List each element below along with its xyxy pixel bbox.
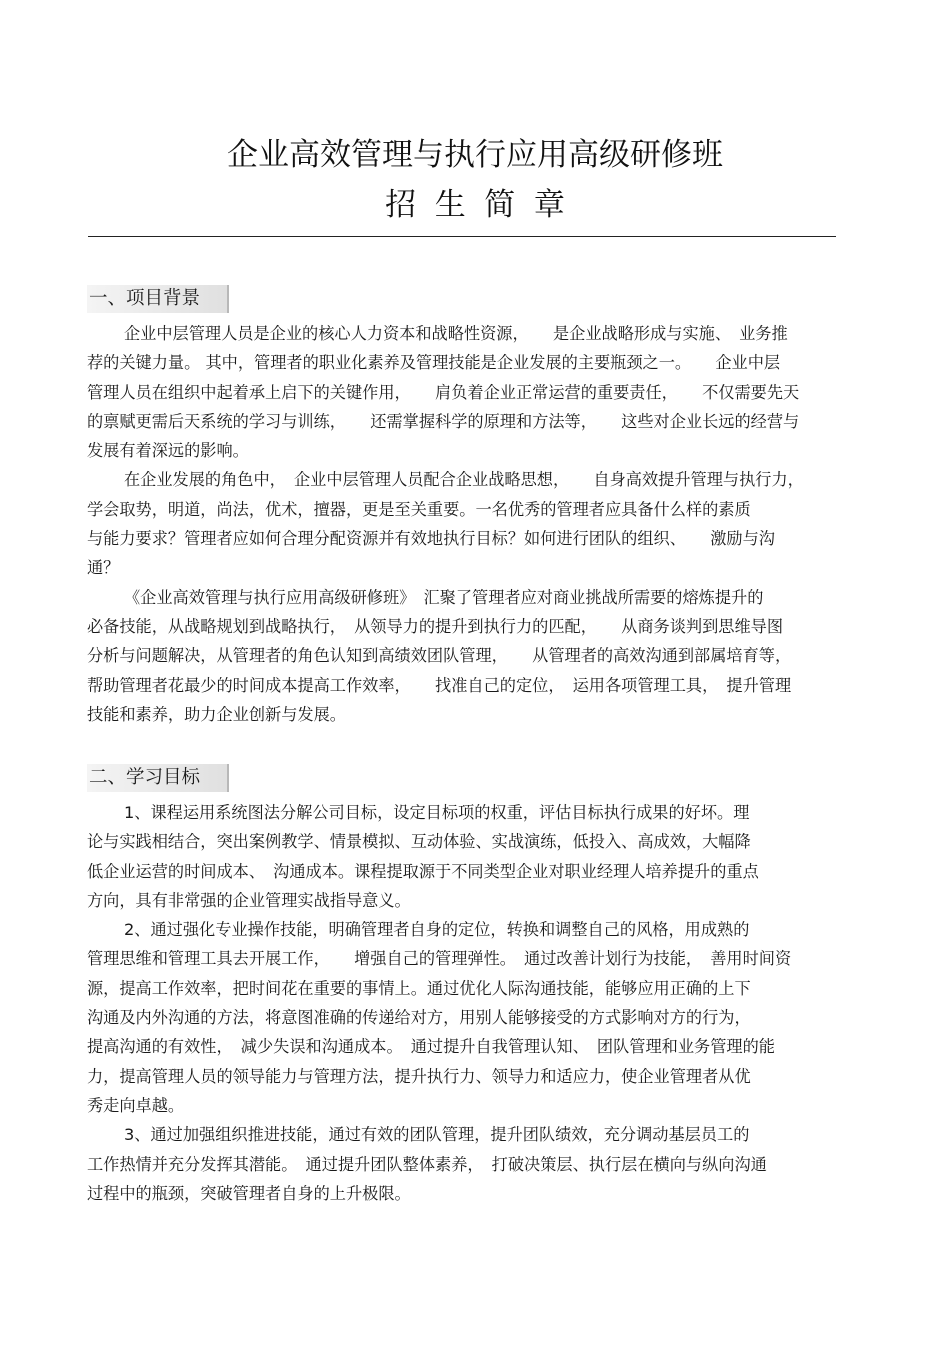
paragraph-line: 《企业高效管理与执行应用高级研修班》 汇聚了管理者应对商业挑战所需要的熔炼提升的: [124, 587, 764, 607]
paragraph-line: 发展有着深远的影响。: [87, 441, 249, 461]
document-title: 企业高效管理与执行应用高级研修班: [227, 137, 723, 173]
paragraph-line: 提高沟通的有效性， 减少失误和沟通成本。 通过提升自我管理认知、 团队管理和业务管理的能: [87, 1037, 775, 1057]
section-heading-goals: 二、学习目标: [87, 764, 229, 792]
paragraph-line: 管理人员在组织中起着承上启下的关键作用， 肩负着企业正常运营的重要责任， 不仅需要先天: [87, 382, 800, 402]
paragraph-line: 沟通及内外沟通的方法，将意图准确的传递给对方，用别人能够接受的方式影响对方的行为，: [87, 1008, 751, 1028]
paragraph-line: 工作热情并充分发挥其潜能。 通过提升团队整体素养， 打破决策层、执行层在横向与纵向沟通: [87, 1154, 767, 1174]
paragraph-line: 在企业发展的角色中， 企业中层管理人员配合企业战略思想， 自身高效提升管理与执行力，: [124, 470, 804, 490]
section-body-goals: [87, 798, 867, 1208]
paragraph-line: 分析与问题解决，从管理者的角色认知到高绩效团队管理， 从管理者的高效沟通到部属培育等，: [87, 646, 792, 666]
paragraph-line: 企业中层管理人员是企业的核心人力资本和战略性资源， 是企业战略形成与实施、 业务推: [124, 324, 788, 343]
paragraph-line: 1、课程运用系统图法分解公司目标，设定目标项的权重，评估目标执行成果的好坏。理: [124, 803, 750, 822]
paragraph-line: 2、通过强化专业操作技能，明确管理者自身的定位，转换和调整自己的风格，用成熟的: [124, 920, 750, 940]
paragraph-line: 必备技能，从战略规划到战略执行， 从领导力的提升到执行力的匹配， 从商务谈判到思维导图: [87, 616, 784, 636]
paragraph-line: 帮助管理者花最少的时间成本提高工作效率， 找准自己的定位， 运用各项管理工具， 提升管理: [87, 675, 792, 695]
paragraph-line: 荐的关键力量。 其中，管理者的职业化素养及管理技能是企业发展的主要瓶颈之一。 企业中层: [87, 353, 781, 373]
paragraph-line: 力，提高管理人员的领导能力与管理方法，提升执行力、领导力和适应力，使企业管理者从优: [87, 1066, 751, 1086]
section-body-background: [87, 319, 867, 729]
paragraph-line: 源，提高工作效率，把时间花在重要的事情上。通过优化人际沟通技能，能够应用正确的上下: [87, 978, 751, 998]
paragraph-line: 过程中的瓶颈，突破管理者自身的上升极限。: [87, 1183, 411, 1203]
title-divider: [88, 236, 836, 237]
paragraph-line: 的禀赋更需后天系统的学习与训练， 还需掌握科学的原理和方法等， 这些对企业长远的经营与: [87, 411, 800, 431]
paragraph-line: 3、通过加强组织推进技能，通过有效的团队管理，提升团队绩效，充分调动基层员工的: [124, 1125, 750, 1145]
document-subtitle: 招生简章: [385, 187, 584, 223]
paragraph-line: 论与实践相结合，突出案例教学、情景模拟、互动体验、实战演练，低投入、高成效，大幅降: [87, 832, 751, 852]
paragraph-line: 学会取势，明道，尚法，优术，擅器，更是至关重要。一名优秀的管理者应具备什么样的素质: [87, 499, 751, 519]
paragraph-line: 技能和素养，助力企业创新与发展。: [87, 704, 346, 724]
section-heading-background: 一、项目背景: [87, 285, 229, 313]
paragraph-line: 低企业运营的时间成本、 沟通成本。课程提取源于不同类型企业对职业经理人培养提升的重点: [87, 861, 759, 881]
paragraph-line: 管理思维和管理工具去开展工作， 增强自己的管理弹性。 通过改善计划行为技能， 善用时间资: [87, 949, 792, 969]
paragraph-line: 与能力要求？管理者应如何合理分配资源并有效地执行目标？如何进行团队的组织、 激励与沟: [87, 529, 775, 549]
paragraph-line: 通？: [87, 558, 120, 578]
paragraph-line: 方向，具有非常强的企业管理实战指导意义。: [87, 890, 411, 910]
paragraph-line: 秀走向卓越。: [87, 1095, 185, 1115]
